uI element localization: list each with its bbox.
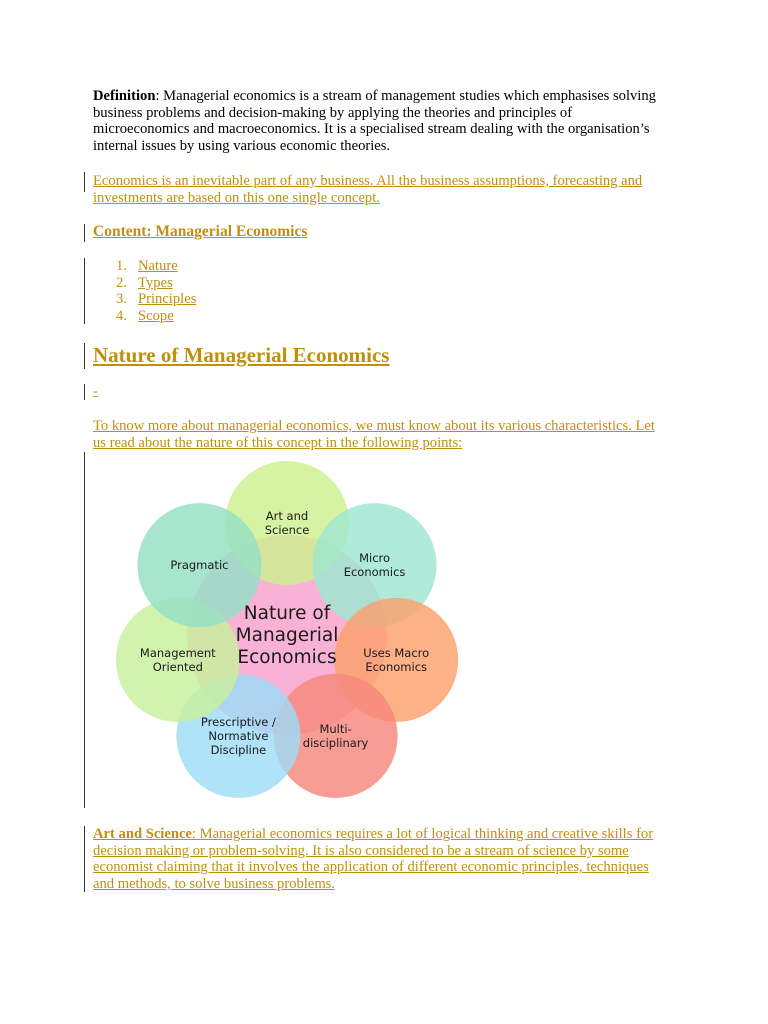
center-label: Nature of — [243, 603, 331, 624]
toc-item[interactable]: 2. Types — [116, 274, 173, 291]
petal-label: Art and — [265, 509, 309, 523]
section-heading[interactable]: Nature of Managerial Economics — [93, 343, 390, 367]
petal-label: Oriented — [152, 659, 203, 674]
petal-label: Economics — [343, 565, 406, 580]
table-of-contents — [116, 258, 196, 325]
definition-text: : Managerial economics is a stream of management studies which emphasises solving business problems and decision-making by applying the theories and principles of microeconomics and macroeconomics. It is a specialised stream dealing with the organisation’s internal issues by using various economic theories. — [93, 88, 656, 155]
change-bar — [84, 452, 85, 808]
petal-label: disciplinary — [302, 735, 369, 750]
petal-label: Micro — [359, 551, 391, 566]
petal-label: Prescriptive / — [200, 714, 276, 729]
petal-label: Management — [139, 645, 216, 660]
toc-item[interactable]: 1. Nature — [116, 258, 178, 274]
petal-label: Normative — [208, 728, 269, 743]
petal-label: Uses Macro — [363, 645, 430, 660]
center-label: Economics — [237, 647, 337, 668]
change-bar — [84, 258, 85, 324]
definition-paragraph — [93, 88, 663, 155]
petal-label: Multi- — [319, 721, 352, 736]
definition-term: Definition — [93, 88, 156, 104]
petal-label: Science — [264, 523, 310, 537]
petal-label: Pragmatic — [170, 558, 229, 573]
change-bar — [84, 384, 85, 400]
change-bar — [84, 224, 85, 242]
change-bar — [84, 826, 85, 892]
petal-label: Economics — [365, 659, 428, 674]
art-science-paragraph[interactable] — [93, 826, 663, 893]
petal-label: Discipline — [210, 742, 267, 757]
blank-link[interactable]: - — [93, 384, 98, 399]
center-label: Managerial — [235, 625, 339, 646]
nature-diagram — [90, 450, 490, 812]
change-bar — [84, 172, 85, 192]
change-bar — [84, 343, 85, 369]
content-heading[interactable]: Content: Managerial Economics — [93, 223, 308, 240]
art-science-text: : Managerial economics requires a lot of logical thinking and creative skills for decision making or problem-solving. It is also considered to be a stream of science by some economist claiming that it involves the application of different economic principles, techniques and methods, to solve business problems. — [93, 826, 654, 893]
intro-quote-link[interactable]: Economics is an inevitable part of any business. All the business assumptions, forecasting and investments are based on this one single concept. — [93, 173, 643, 206]
toc-item[interactable]: 4. Scope — [116, 308, 174, 325]
toc-item[interactable]: 3. Principles — [116, 291, 197, 308]
art-science-term: Art and Science — [93, 826, 192, 842]
section-intro-link[interactable]: To know more about managerial economics, we must know about its various characteristics. Let us read about the nature of this concept in the following points: — [93, 418, 655, 451]
